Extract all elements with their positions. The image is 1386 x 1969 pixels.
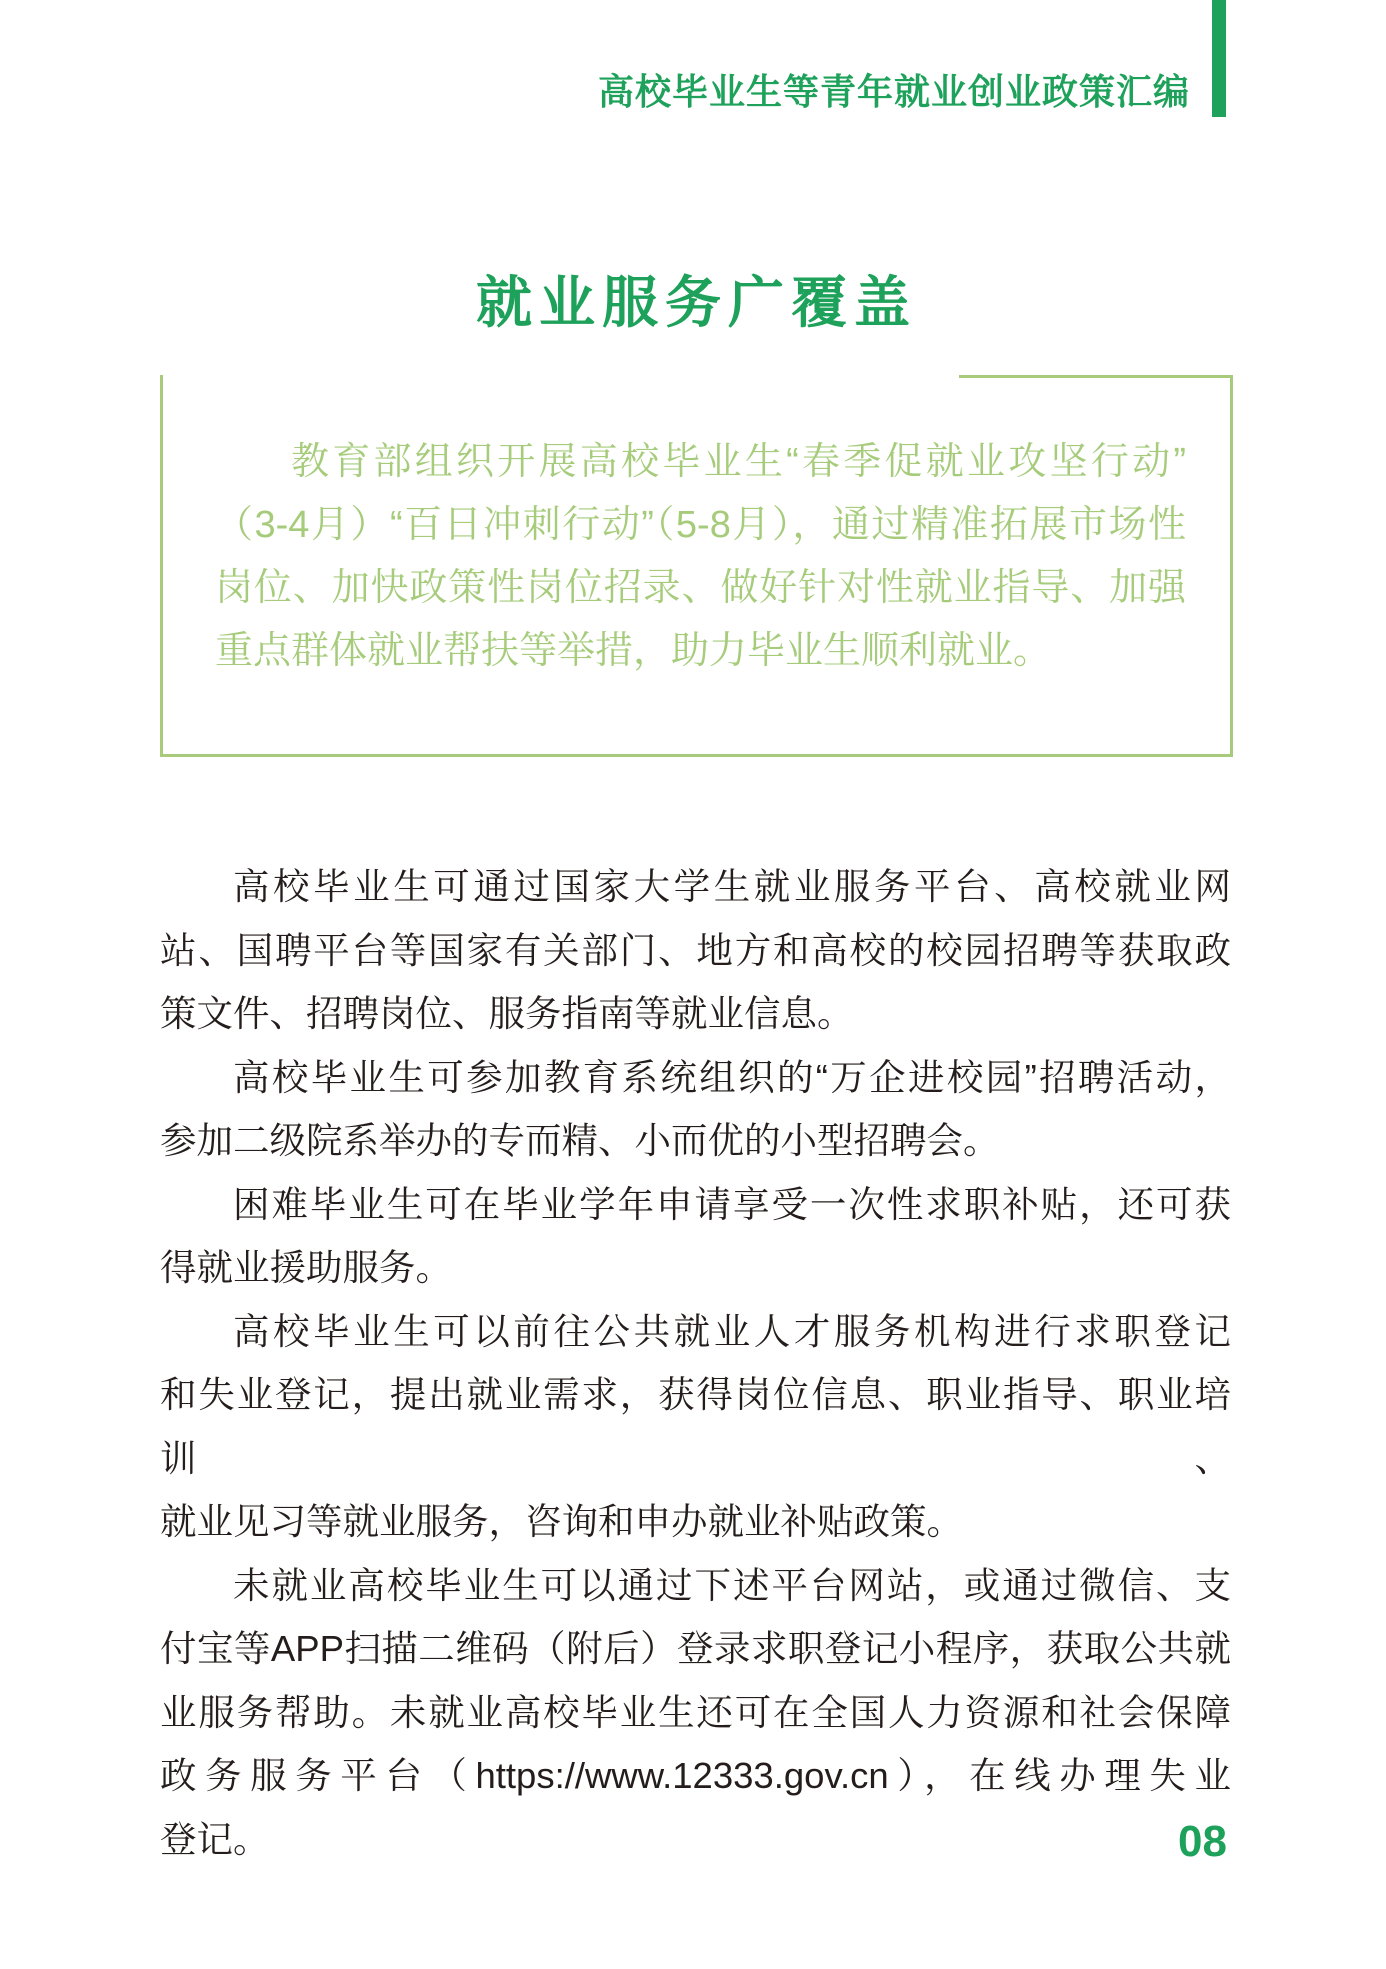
callout-top-border-segment — [959, 375, 1233, 378]
body-line: 业服务帮助。未就业高校毕业生还可在全国人力资源和社会保障 — [160, 1691, 1231, 1733]
callout-line: 教育部组织开展高校毕业生“春季促就业攻坚行动” — [291, 441, 1186, 483]
callout-line: 重点群体就业帮扶等举措，助力毕业生顺利就业。 — [215, 630, 1052, 672]
body-line: 高校毕业生可参加教育系统组织的“万企进校园”招聘活动， — [233, 1056, 1231, 1098]
body-line: 就业见习等就业服务，咨询和申办就业补贴政策。 — [160, 1501, 963, 1542]
page-number: 08 — [1178, 1817, 1227, 1866]
body-line: 未就业高校毕业生可以通过下述平台网站，或通过微信、支 — [233, 1564, 1231, 1606]
running-header: 高校毕业生等青年就业创业政策汇编 — [597, 71, 1190, 112]
body-line: 登记。 — [160, 1818, 270, 1860]
body-line: 高校毕业生可以前往公共就业人才服务机构进行求职登记 — [233, 1310, 1231, 1352]
body-paragraphs — [160, 855, 1231, 1871]
callout-line: 岗位、加快政策性岗位招录、做好针对性就业指导、加强 — [215, 567, 1186, 609]
body-line: 和失业登记，提出就业需求，获得岗位信息、职业指导、职业培训、 — [160, 1374, 1231, 1479]
body-line: 站、国聘平台等国家有关部门、地方和高校的校园招聘等获取政 — [160, 929, 1231, 971]
callout-line: （3-4月）“百日冲刺行动”（5-8月），通过精准拓展市场性 — [215, 504, 1186, 546]
body-line: 高校毕业生可通过国家大学生就业服务平台、高校就业网 — [233, 866, 1231, 907]
body-line: 得就业援助服务。 — [160, 1247, 452, 1288]
page-title: 就业服务广覆盖 — [476, 271, 917, 334]
callout-box — [160, 375, 1233, 757]
body-line: 参加二级院系举办的专而精、小而优的小型招聘会。 — [160, 1120, 1000, 1161]
body-line: 付宝等APP扫描二维码（附后）登录求职登记小程序，获取公共就 — [160, 1628, 1231, 1669]
callout-text — [163, 375, 1230, 683]
header-accent-bar — [1212, 0, 1226, 117]
body-line: 困难毕业生可在毕业学年申请享受一次性求职补贴，还可获 — [233, 1183, 1231, 1225]
body-line: 政务服务平台（https://www.12333.gov.cn），在线办理失业 — [160, 1755, 1231, 1796]
body-line: 策文件、招聘岗位、服务指南等就业信息。 — [160, 993, 854, 1034]
